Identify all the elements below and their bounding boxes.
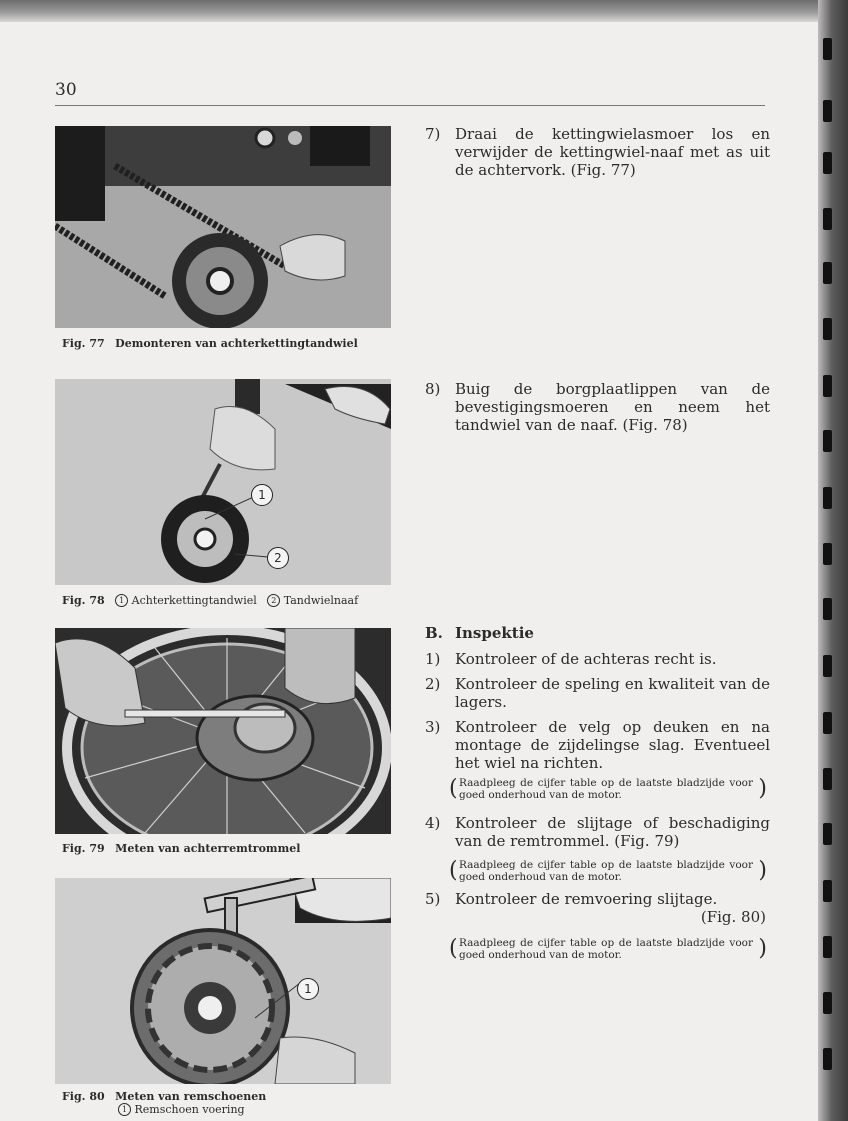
callout-1-marker: 1: [115, 594, 128, 607]
binder-hole: [823, 1048, 832, 1070]
inspection-item-3: [425, 718, 770, 772]
figure-80-number: Fig. 80: [62, 1090, 105, 1103]
inspection-item-4: [425, 814, 770, 850]
callout-2-marker: 2: [267, 594, 280, 607]
figure-77-caption: [62, 337, 358, 350]
binder-hole: [823, 318, 832, 340]
binder-hole: [823, 992, 832, 1014]
binder-hole: [823, 487, 832, 509]
figure-78-callout-2: 2: [267, 547, 289, 569]
figure-80-photo: [55, 878, 391, 1084]
note-text: Raadpleeg de cijfer table op de laatste bladzijde voor goed onderhoud van de motor.: [459, 937, 753, 961]
section-title: Inspektie: [455, 624, 534, 642]
binder-hole: [823, 823, 832, 845]
reference-note-2: ( Raadpleeg de cijfer table op de laatste bladzijde voor goed onderhoud van de motor. ): [449, 858, 767, 883]
figure-80-callout-1: 1: [297, 978, 319, 1000]
binder-hole: [823, 880, 832, 902]
binder-hole: [823, 100, 832, 122]
binder-hole: [823, 430, 832, 452]
note-text: Raadpleeg de cijfer table op de laatste bladzijde voor goed onderhoud van de motor.: [459, 777, 753, 801]
figure-78-number: Fig. 78: [62, 594, 105, 607]
item-text: Kontroleer de speling en kwaliteit van de lagers.: [455, 675, 770, 711]
figure-79-number: Fig. 79: [62, 842, 105, 855]
figure-80-caption: [62, 1090, 266, 1116]
item-text: Kontroleer of de achteras recht is.: [455, 650, 717, 668]
callout-1-marker: 1: [118, 1103, 131, 1116]
binder-hole: [823, 208, 832, 230]
binding-edge: [818, 0, 848, 1121]
page-number: 30: [55, 80, 77, 100]
binder-hole: [823, 712, 832, 734]
item-text: Kontroleer de velg op deuken en na montage de zijdelingse slag. Eventueel het wiel na richten.: [455, 718, 770, 772]
note-text: Raadpleeg de cijfer table op de laatste bladzijde voor goed onderhoud van de motor.: [459, 859, 753, 883]
item-number: 2): [425, 675, 441, 693]
step-text: Draai de kettingwielasmoer los en verwijder de kettingwiel-naaf met as uit de achtervork. (Fig. 77): [455, 125, 770, 179]
figure-80-subcaption: [118, 1103, 266, 1116]
binder-hole: [823, 936, 832, 958]
figure-78-callout-1: 1: [251, 484, 273, 506]
item-text: Kontroleer de remvoering slijtage.: [455, 890, 718, 908]
header-rule: [55, 105, 765, 106]
item-number: 4): [425, 814, 441, 832]
figure-80-title: Meten van remschoenen: [115, 1090, 267, 1103]
figure-77-number: Fig. 77: [62, 337, 105, 350]
figure-78-caption: [62, 594, 358, 607]
item-number: 3): [425, 718, 441, 736]
figure-79-photo: [55, 628, 391, 834]
figure-80-reference: (Fig. 80): [700, 908, 766, 926]
item-number: 5): [425, 890, 441, 908]
reference-note-3: ( Raadpleeg de cijfer table op de laatste bladzijde voor goed onderhoud van de motor. ): [449, 936, 767, 961]
figure-77-title: Demonteren van achterkettingtandwiel: [115, 337, 358, 350]
section-heading: [425, 624, 534, 642]
figure-78-photo: [55, 379, 391, 585]
step-text: Buig de borgplaatlippen van de bevestigingsmoeren en neem het tandwiel van de naaf. (Fig. 78): [455, 380, 770, 434]
binder-hole: [823, 38, 832, 60]
step-number: 7): [425, 125, 441, 143]
step-8: [425, 380, 770, 434]
item-text: Kontroleer de slijtage of beschadiging van de remtrommel. (Fig. 79): [455, 814, 770, 850]
page-top-edge-shadow: [0, 0, 848, 22]
figure-79-title: Meten van achterremtrommel: [115, 842, 301, 855]
binder-hole: [823, 375, 832, 397]
reference-note-1: ( Raadpleeg de cijfer table op de laatste bladzijde voor goed onderhoud van de motor. ): [449, 776, 767, 801]
binder-hole: [823, 152, 832, 174]
inspection-item-2: [425, 675, 770, 711]
inspection-item-1: [425, 650, 770, 668]
figure-77-photo: [55, 126, 391, 328]
section-letter: B.: [425, 624, 443, 642]
figure-78-label-1: Achterkettingtandwiel: [131, 594, 257, 607]
inspection-item-5: [425, 890, 770, 908]
binder-hole: [823, 768, 832, 790]
step-number: 8): [425, 380, 441, 398]
binder-hole: [823, 262, 832, 284]
step-7: [425, 125, 770, 179]
binder-hole: [823, 598, 832, 620]
figure-80-label-1: Remschoen voering: [134, 1103, 245, 1116]
item-number: 1): [425, 650, 441, 668]
binder-hole: [823, 655, 832, 677]
binder-hole: [823, 543, 832, 565]
figure-78-label-2: Tandwielnaaf: [283, 594, 359, 607]
figure-79-caption: [62, 842, 300, 855]
